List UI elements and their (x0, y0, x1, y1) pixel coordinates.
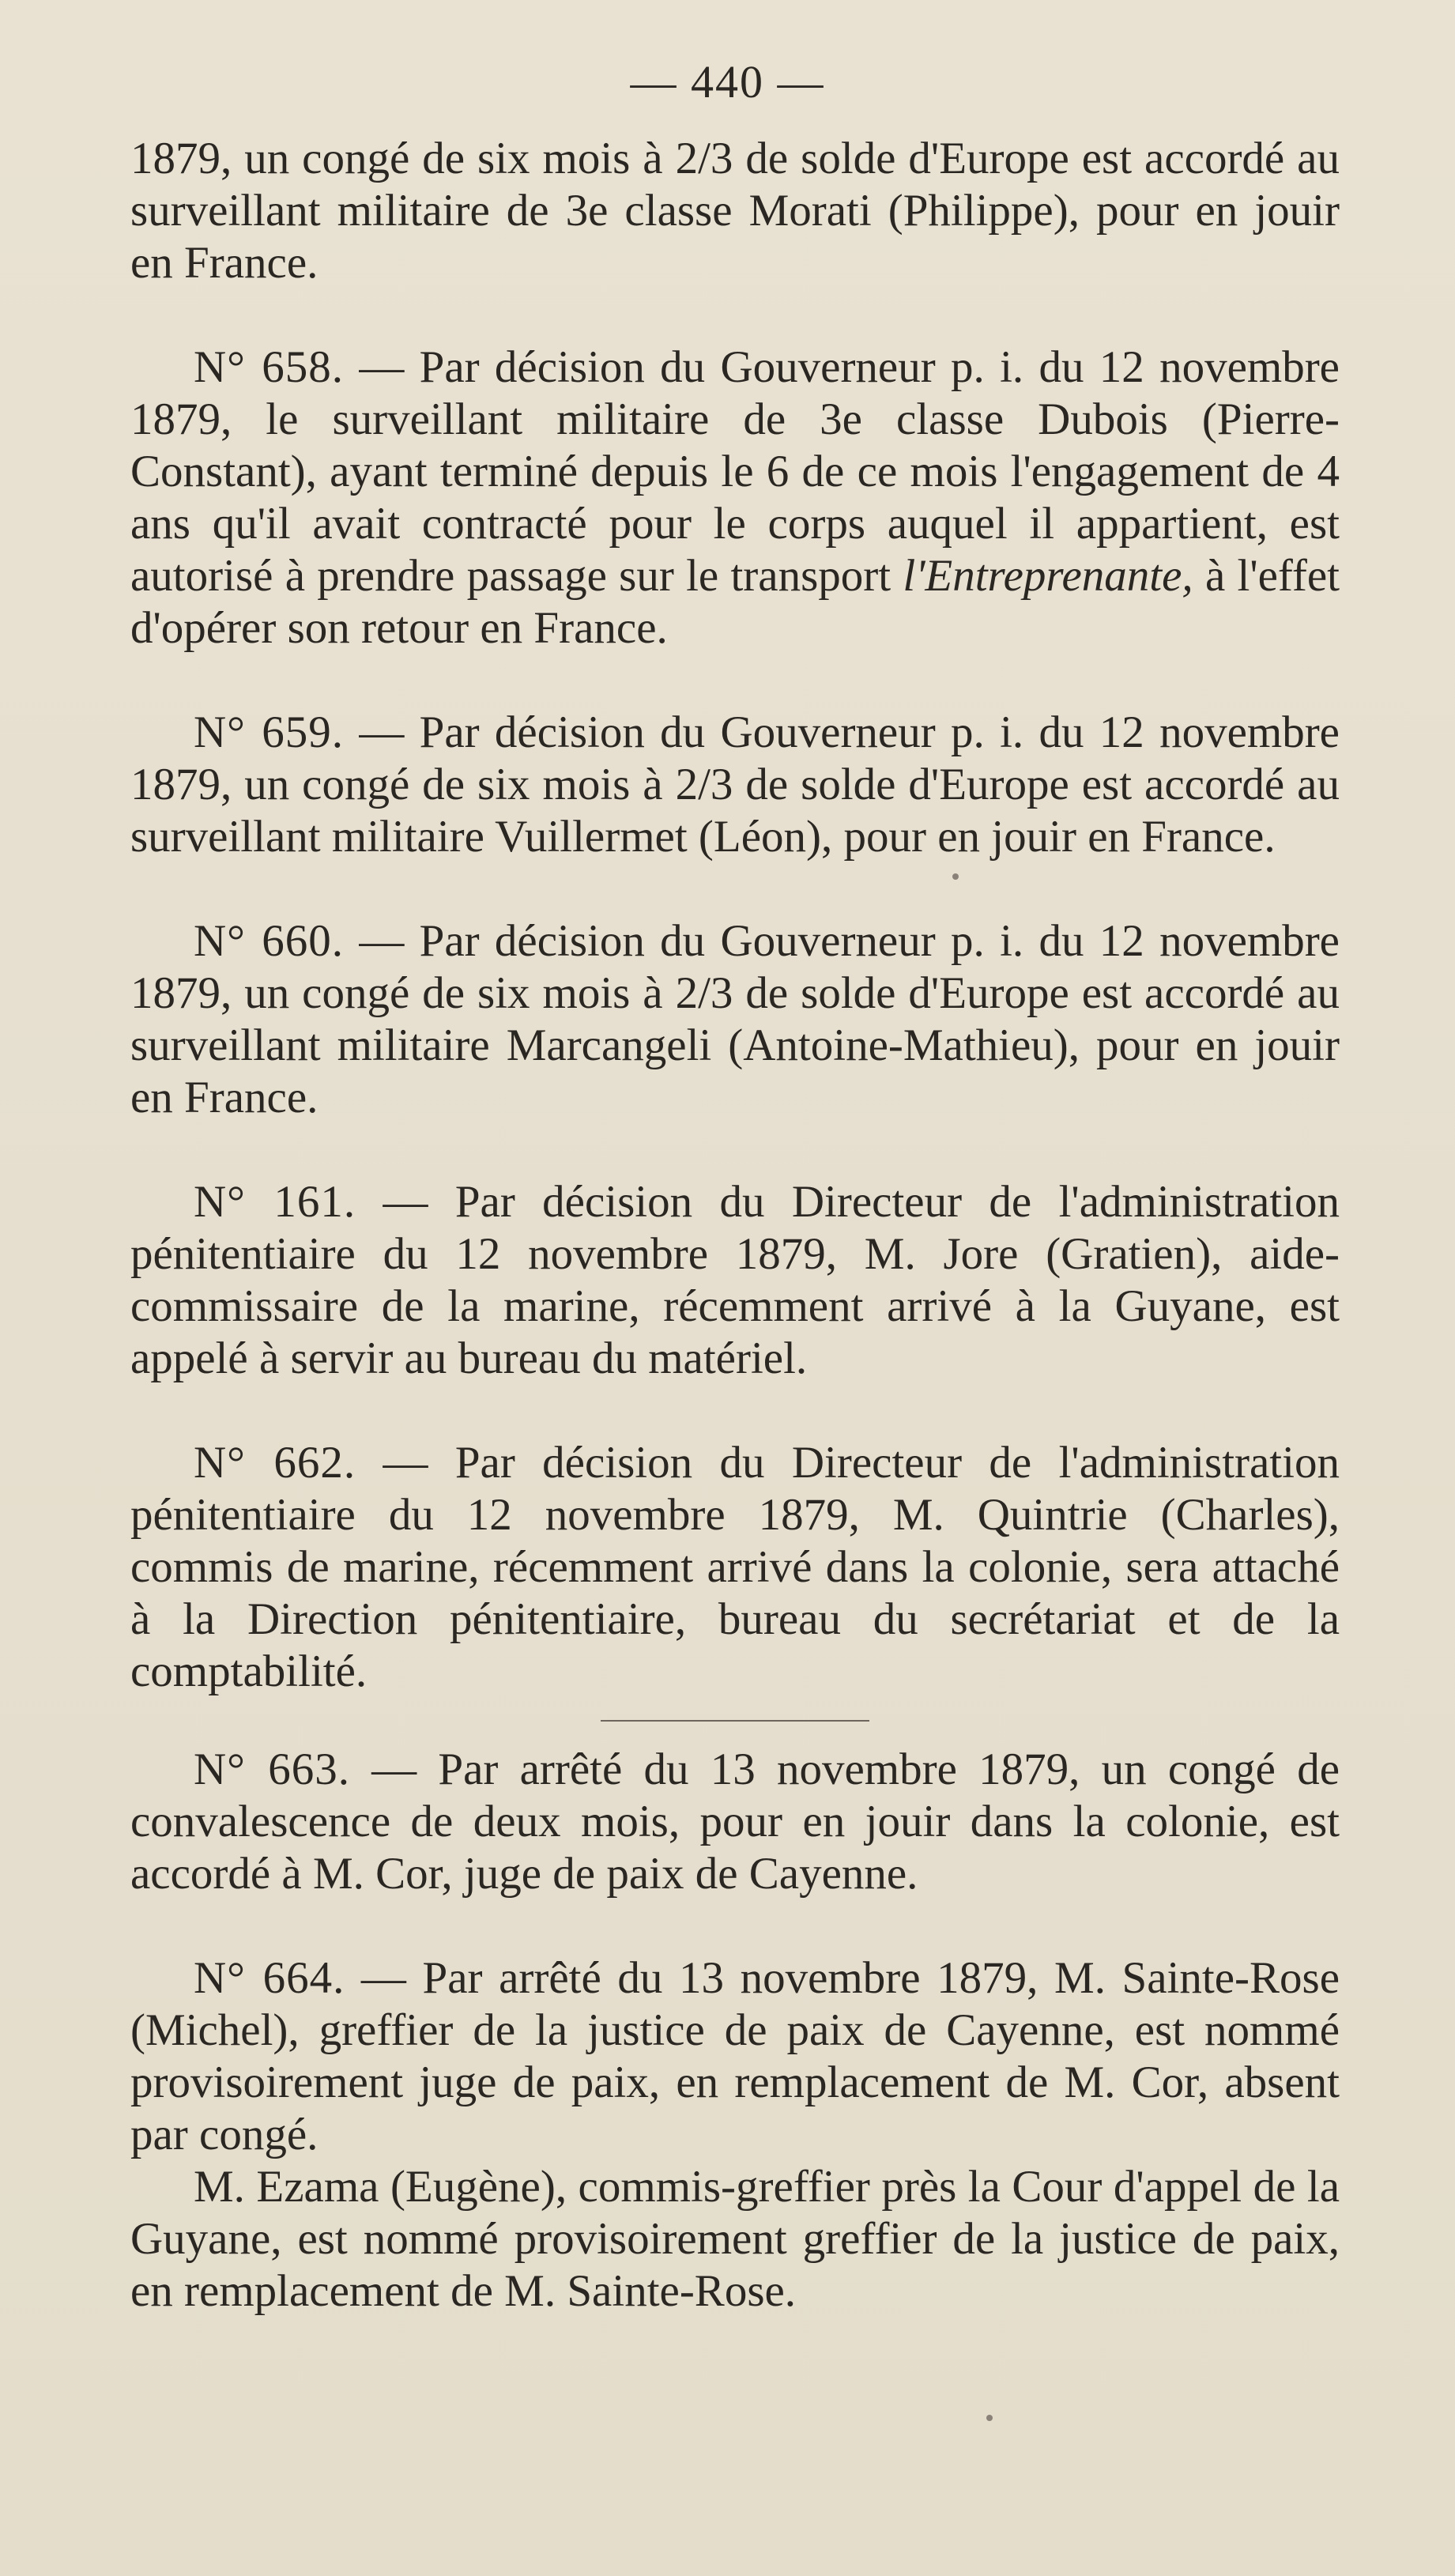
paragraph-text: — Par décision du Directeur de l'administration pénitentiaire du 12 novembre 1879, M. Jore (Gratien), aide-commissaire de la marine, récemment arrivé à la Guyane, est appelé à servir au bureau du matériel. (130, 1177, 1340, 1383)
paragraph-n664-continued (130, 2161, 1340, 2318)
document-body (130, 133, 1340, 2318)
entry-number: N° 658. (194, 342, 345, 392)
entry-number: N° 663. (194, 1744, 350, 1794)
paragraph-text: — Par décision du Gouverneur p. i. du 12 novembre 1879, un congé de six mois à 2/3 de solde d'Europe est accordé au surveillant militaire Vuillermet (Léon), pour en jouir en France. (130, 707, 1340, 862)
paragraph-text: à l'effet d'opérer son retour en France. (130, 551, 1340, 653)
paragraph-text: 1879, un congé de six mois à 2/3 de solde d'Europe est accordé au surveillant militaire de 3e classe Morati (Philippe), pour en jouir en France. (130, 134, 1340, 288)
ink-speck (986, 2415, 993, 2421)
entry-number: N° 662. (194, 1438, 356, 1488)
paragraph-n660 (130, 915, 1340, 1124)
ink-speck (952, 873, 959, 880)
paragraph-n661 (130, 1176, 1340, 1385)
paragraph-text: — Par décision du Gouverneur p. i. du 12 novembre 1879, le surveillant militaire de 3e classe Dubois (Pierre-Constant), ayant terminé depuis le 6 de ce mois l'engagement de 4 ans qu'il avait contracté pour le corps auquel il appartient, est autorisé à prendre passage sur le transport (130, 342, 1340, 601)
paragraph-n659 (130, 707, 1340, 863)
paragraph-text: — Par arrêté du 13 novembre 1879, un congé de convalescence de deux mois, pour en jouir dans la colonie, est accordé à M. Cor, juge de paix de Cayenne. (130, 1744, 1340, 1899)
paragraph-text: — Par décision du Directeur de l'administration pénitentiaire du 12 novembre 1879, M. Quintrie (Charles), commis de marine, récemment arrivé dans la colonie, sera attaché à la Direction pénitentiaire, bureau du secrétariat et de la comptabilité. (130, 1438, 1340, 1696)
section-separator (601, 1720, 869, 1722)
entry-number: N° 664. (194, 1953, 345, 2003)
paragraph-n662 (130, 1437, 1340, 1698)
entry-number: N° 161. (194, 1177, 356, 1227)
paragraph-text: M. Ezama (Eugène), commis-greffier près la Cour d'appel de la Guyane, est nommé provisoirement greffier de la justice de paix, en remplacement de M. Sainte-Rose. (130, 2162, 1340, 2316)
entry-number: N° 660. (194, 916, 345, 966)
paragraph-text: — Par décision du Gouverneur p. i. du 12 novembre 1879, un congé de six mois à 2/3 de solde d'Europe est accordé au surveillant militaire Marcangeli (Antoine-Mathieu), pour en jouir en France. (130, 916, 1340, 1122)
paragraph-text: — Par arrêté du 13 novembre 1879, M. Sainte-Rose (Michel), greffier de la justice de paix de Cayenne, est nommé provisoirement juge de paix, en remplacement de M. Cor, absent par congé. (130, 1953, 1340, 2159)
ship-name: l'Entreprenante, (903, 551, 1193, 601)
entry-number: N° 659. (194, 707, 345, 757)
paragraph-continuation (130, 133, 1340, 289)
paragraph-n663 (130, 1744, 1340, 1900)
page-number: — 440 — (630, 56, 825, 107)
paragraph-n664 (130, 1952, 1340, 2161)
paragraph-n658 (130, 341, 1340, 654)
